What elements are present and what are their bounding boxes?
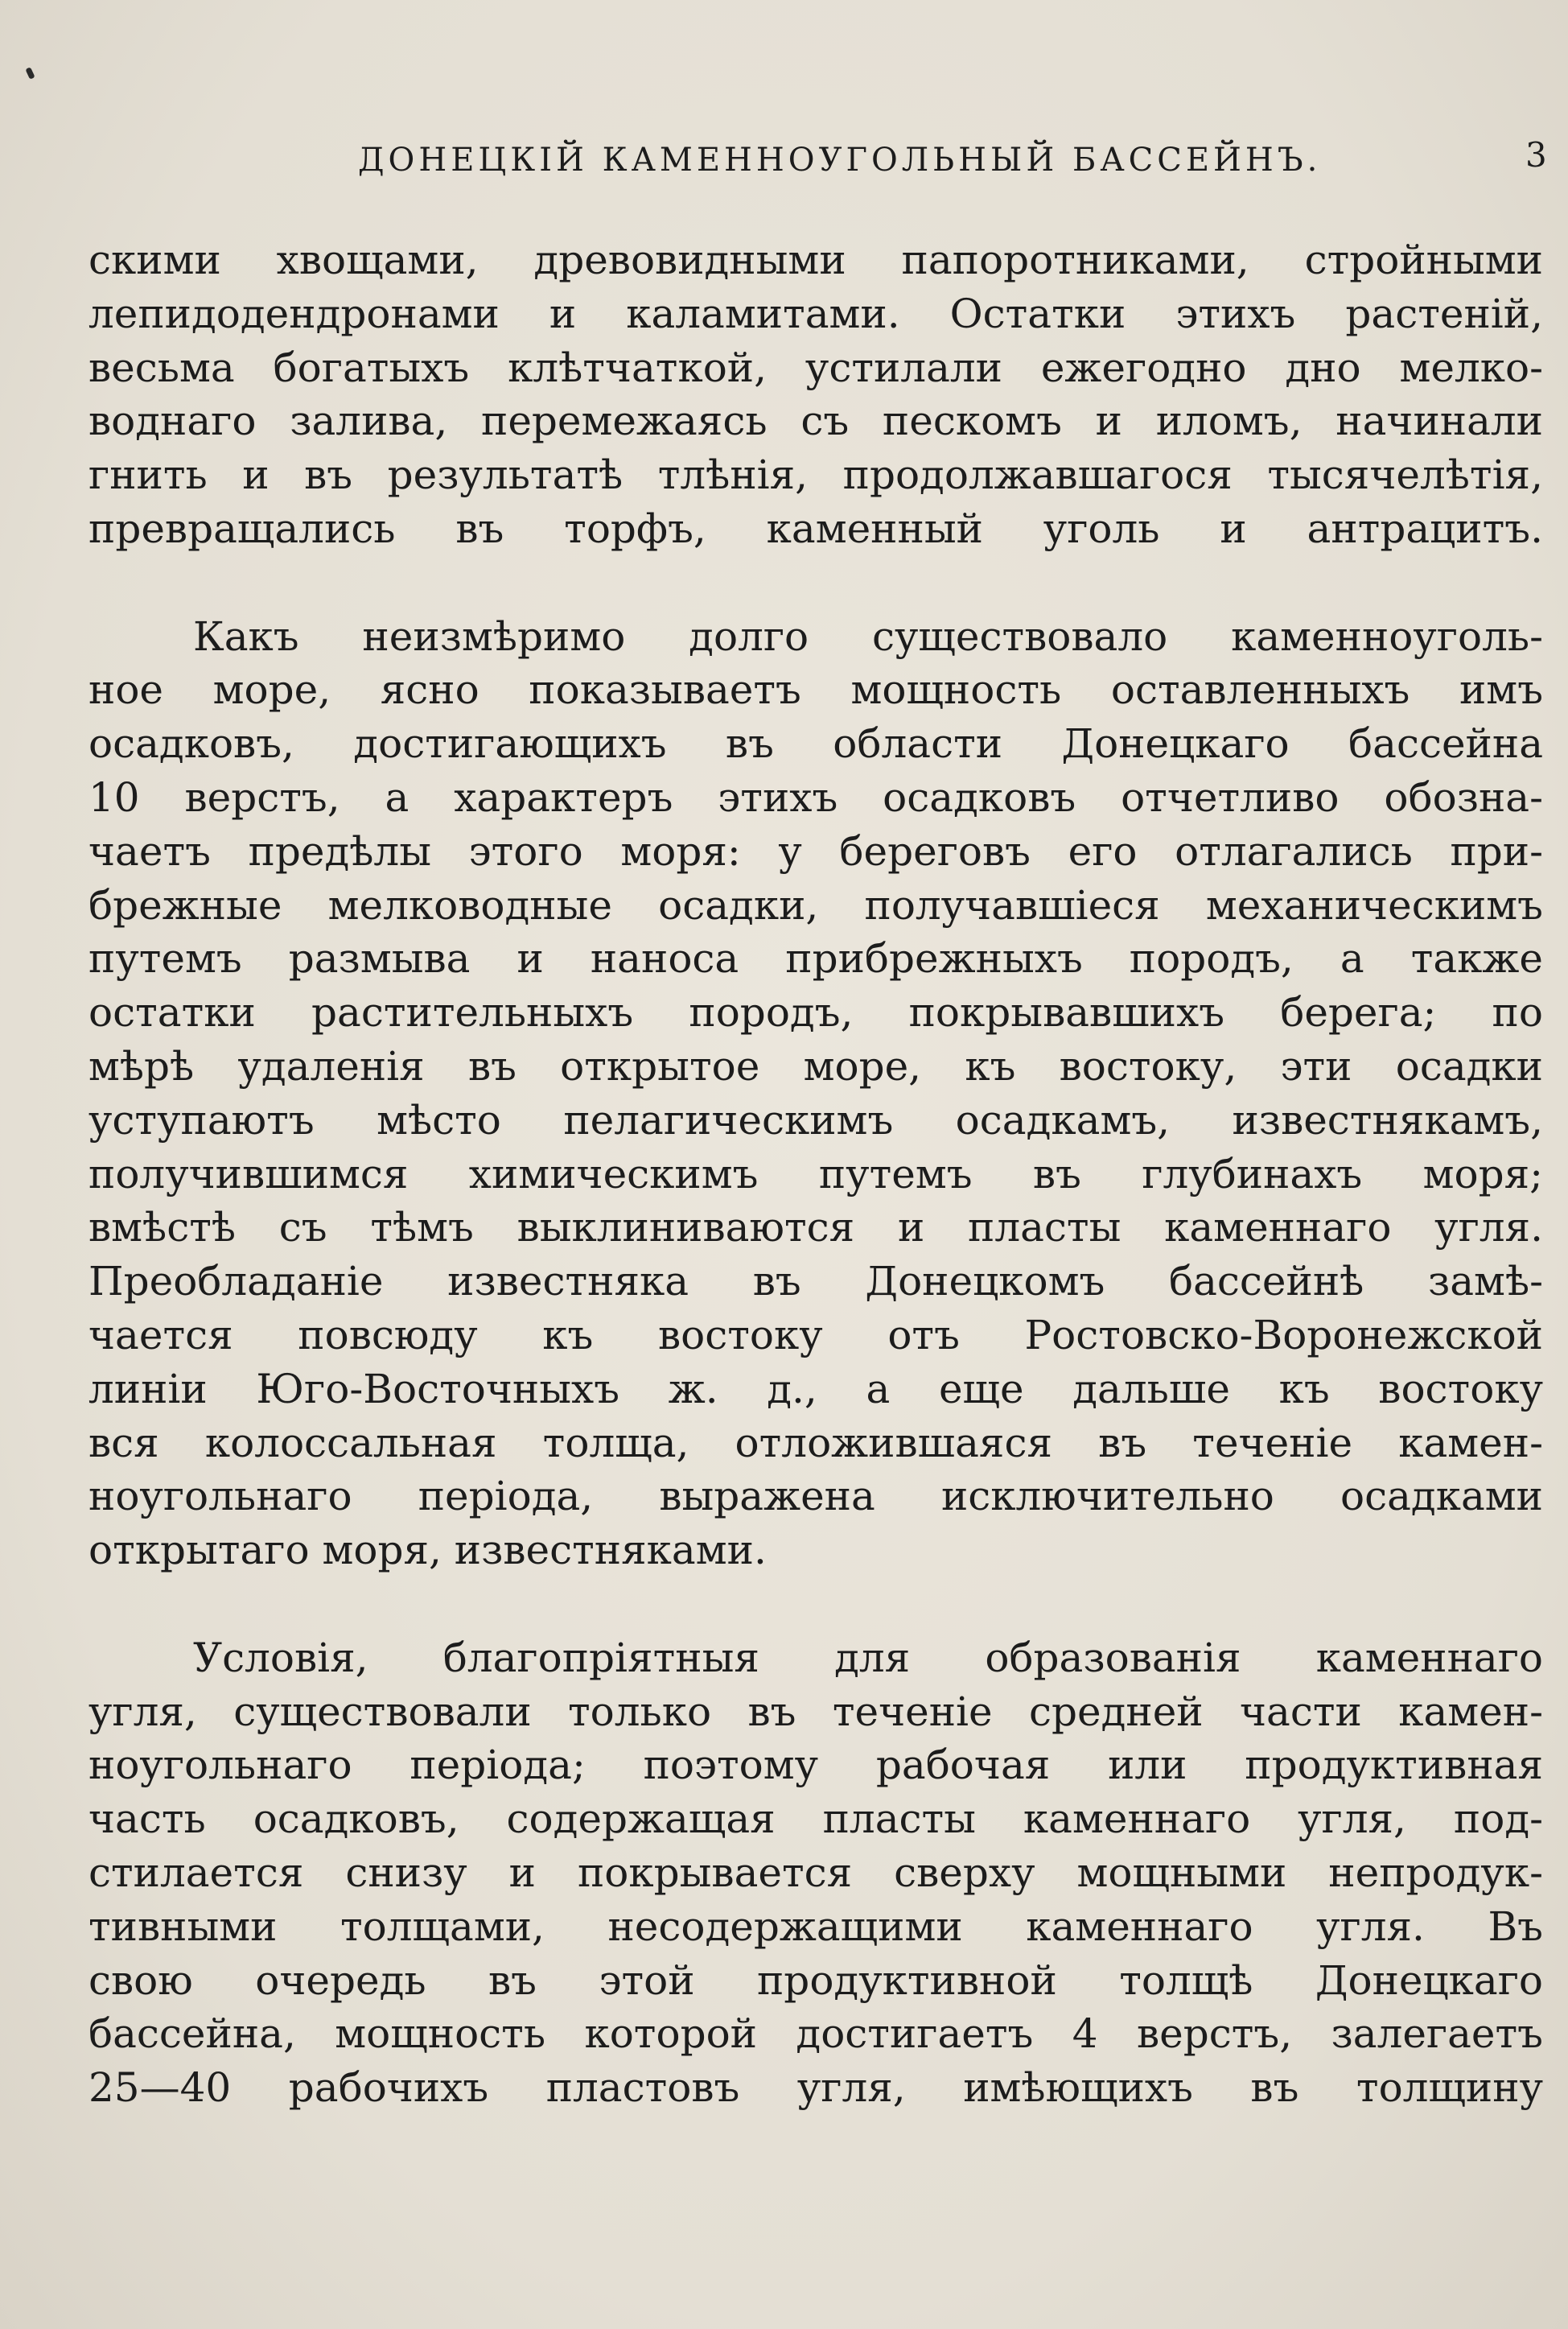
- text-line: чаетъ предѣлы этого моря: у береговъ его отлагались при-: [88, 827, 1543, 875]
- text-line: 25—40 рабочихъ пластовъ угля, имѣющихъ въ толщину: [88, 2064, 1543, 2112]
- text-line: брежные мелководные осадки, получавшіеся механическимъ: [88, 881, 1543, 929]
- text-line: осадковъ, достигающихъ въ области Донецкаго бассейна: [88, 720, 1543, 768]
- text-line: получившимся химическимъ путемъ въ глубинахъ моря;: [88, 1150, 1543, 1197]
- text-line: чается повсюду къ востоку отъ Ростовско-Воронежской: [88, 1311, 1543, 1358]
- text-line: стилается снизу и покрывается сверху мощными непродук-: [88, 1849, 1543, 1896]
- text-line: угля, существовали только въ теченіе средней части камен-: [88, 1688, 1543, 1735]
- text-line: превращались въ торфъ, каменный уголь и антрацитъ.: [88, 505, 1543, 552]
- text-line: линіи Юго-Восточныхъ ж. д., а еще дальше къ востоку: [88, 1365, 1543, 1412]
- text-line: ное море, ясно показываетъ мощность оставленныхъ имъ: [88, 666, 1543, 714]
- text-line: бассейна, мощность которой достигаетъ 4 верстъ, залегаетъ: [88, 2010, 1543, 2058]
- text-line: тивными толщами, несодержащими каменнаго угля. Въ: [88, 1902, 1543, 1950]
- text-line: Преобладаніе известняка въ Донецкомъ бассейнѣ замѣ-: [88, 1258, 1543, 1305]
- text-line: вся колоссальная толща, отложившаяся въ теченіе камен-: [88, 1419, 1543, 1466]
- text-line: путемъ размыва и наноса прибрежныхъ породъ, а также: [88, 935, 1543, 983]
- text-line: воднаго залива, перемежаясь съ пескомъ и иломъ, начинали: [88, 398, 1543, 445]
- text-line: ноугольнаго періода; поэтому рабочая или продуктивная: [88, 1742, 1543, 1789]
- text-line: мѣрѣ удаленія въ открытое море, къ востоку, эти осадки: [88, 1042, 1543, 1090]
- text-line: Условія, благопріятныя для образованія каменнаго: [193, 1634, 1543, 1681]
- text-line: часть осадковъ, содержащая пласты каменнаго угля, под-: [88, 1795, 1543, 1843]
- text-line: открытаго моря, известняками.: [88, 1527, 767, 1574]
- text-line: вмѣстѣ съ тѣмъ выклиниваются и пласты каменнаго угля.: [88, 1204, 1543, 1251]
- page-number: 3: [1525, 135, 1547, 175]
- paragraph: [88, 1631, 1543, 2115]
- text-line: гнить и въ результатѣ тлѣнія, продолжавшагося тысячелѣтія,: [88, 451, 1543, 499]
- text-line: ноугольнаго періода, выражена исключительно осадками: [88, 1473, 1543, 1520]
- text-line: 10 верстъ, а характеръ этихъ осадковъ отчетливо обозна-: [88, 773, 1543, 821]
- paragraph: [88, 610, 1543, 1577]
- body-text: [88, 233, 1543, 2115]
- text-line: скими хвощами, древовидными папоротниками, стройными: [88, 237, 1543, 283]
- running-header: ДОНЕЦКІЙ КАМЕННОУГОЛЬНЫЙ БАССЕЙНЪ.: [358, 142, 1322, 179]
- paragraph: [88, 233, 1543, 556]
- text-line: лепидодендронами и каламитами. Остатки этихъ растеній,: [88, 290, 1543, 337]
- text-line: остатки растительныхъ породъ, покрывавшихъ берега; по: [88, 989, 1543, 1037]
- ink-speck: [25, 67, 35, 80]
- text-line: свою очередь въ этой продуктивной толщѣ Донецкаго: [88, 1956, 1543, 2004]
- text-line: Какъ неизмѣримо долго существовало каменноуголь-: [193, 612, 1543, 660]
- text-line: весьма богатыхъ клѣтчаткой, устилали ежегодно дно мелко-: [88, 344, 1543, 391]
- text-line: уступаютъ мѣсто пелагическимъ осадкамъ, известнякамъ,: [88, 1096, 1543, 1144]
